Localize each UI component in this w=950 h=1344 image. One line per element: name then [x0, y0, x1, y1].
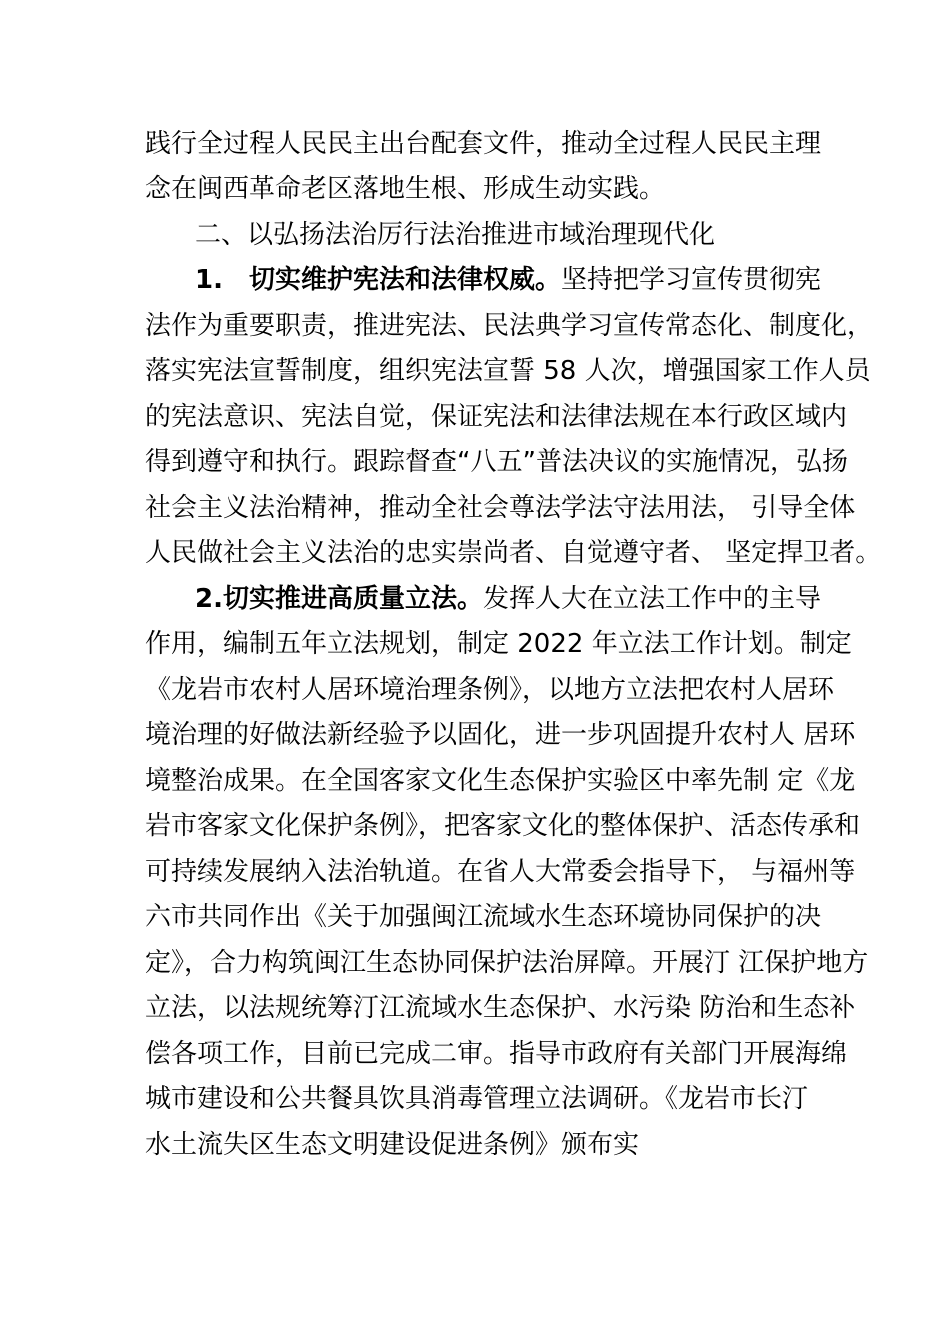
- paragraph-line: 岩市客家文化保护条例》，把客家文化的整体保护、活态传承和: [145, 811, 861, 841]
- paragraph-line: 水土流失区生态文明建设促进条例》颁布实: [145, 1130, 640, 1160]
- paragraph-line: 境整治成果。在全国客家文化生态保护实验区中率先制 定《龙: [145, 766, 856, 796]
- paragraph-line: 立法，以法规统筹汀江流域水生态保护、水污染 防治和生态补: [145, 993, 856, 1023]
- paragraph-line: 落实宪法宣誓制度，组织宪法宣誓 58 人次，增强国家工作人员: [145, 356, 871, 386]
- paragraph-line: 的宪法意识、宪法自觉，保证宪法和法律法规在本行政区域内: [145, 402, 848, 432]
- paragraph-line: 境治理的好做法新经验予以固化，进一步巩固提升农村人 居环: [145, 720, 856, 750]
- paragraph-line: 定》，合力构筑闽江生态协同保护法治屏障。开展汀 江保护地方: [145, 948, 869, 978]
- paragraph-line: 城市建设和公共餐具饮具消毒管理立法调研。《龙岩市长汀: [145, 1084, 809, 1114]
- section-heading: 二、以弘扬法治厉行法治推进市域治理现代化: [195, 220, 716, 250]
- paragraph-line: 社会主义法治精神，推动全社会尊法学法守法用法， 引导全体: [145, 493, 856, 523]
- item-text: 坚持把学习宣传贯彻宪: [560, 265, 821, 295]
- item-heading: 1. 切实维护宪法和法律权威。: [195, 265, 561, 295]
- paragraph-line: 践行全过程人民民主出台配套文件，推动全过程人民民主理: [145, 129, 822, 159]
- paragraph-line: 偿各项工作，目前已完成二审。指导市政府有关部门开展海绵: [145, 1039, 848, 1069]
- paragraph-line: 人民做社会主义法治的忠实崇尚者、自觉遵守者、 坚定捍卫者。: [145, 538, 882, 568]
- paragraph-line: [195, 579, 821, 619]
- paragraph-line: 作用，编制五年立法规划，制定 2022 年立法工作计划。制定: [145, 629, 852, 659]
- item-text: 发挥人大在立法工作中的主导: [482, 584, 821, 614]
- paragraph-line: 念在闽西革命老区落地生根、形成生动实践。: [145, 174, 666, 204]
- paragraph-line: 法作为重要职责，推进宪法、民法典学习宣传常态化、制度化，: [145, 311, 874, 341]
- paragraph-line: 《龙岩市农村人居环境治理条例》，以地方立法把农村人居环: [145, 675, 835, 705]
- paragraph-line: 六市共同作出《关于加强闽江流域水生态环境协同保护的决: [145, 902, 822, 932]
- item-heading: 2.切实推进高质量立法。: [195, 584, 483, 614]
- paragraph-line: 得到遵守和执行。跟踪督查“八五”普法决议的实施情况，弘扬: [145, 447, 848, 477]
- paragraph-line: [195, 260, 821, 300]
- paragraph-line: 可持续发展纳入法治轨道。在省人大常委会指导下， 与福州等: [145, 857, 856, 887]
